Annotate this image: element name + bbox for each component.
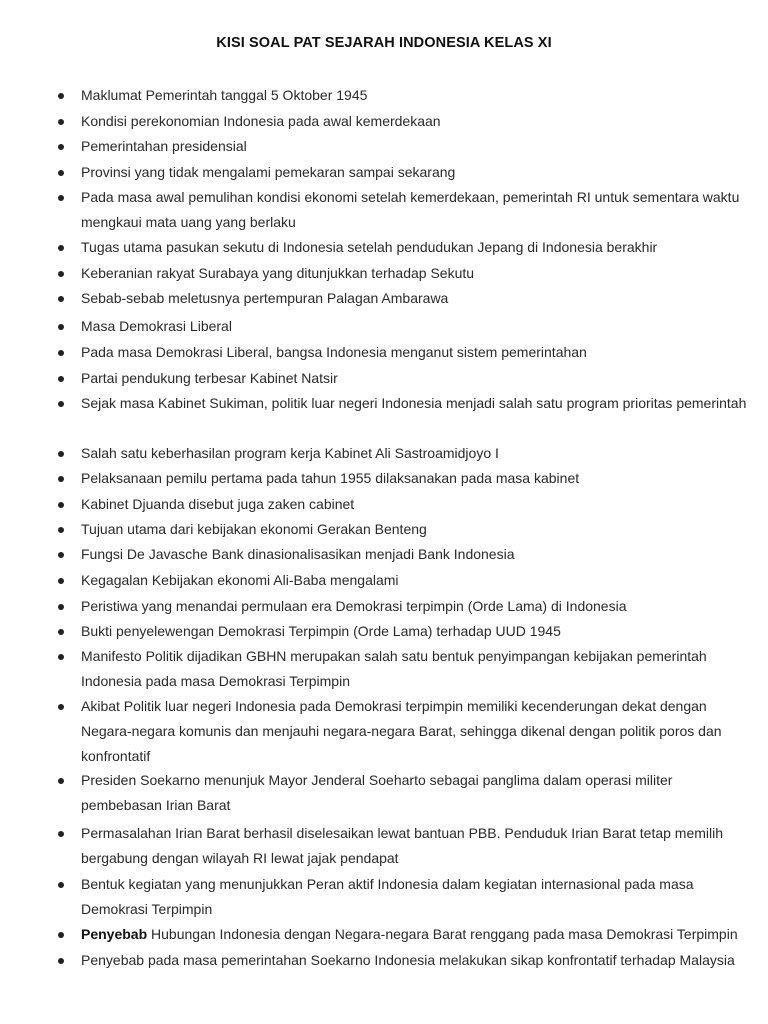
list-item-label: Partai pendukung terbesar Kabinet Natsir: [81, 370, 338, 386]
list-item-text: [81, 517, 747, 542]
bullet-icon: [58, 195, 64, 201]
list-item-text: [81, 134, 747, 159]
list-item-text: [81, 922, 747, 947]
list-item-label: Tujuan utama dari kebijakan ekonomi Gerakan Benteng: [81, 521, 427, 537]
list-item-label: Hubungan Indonesia dengan Negara-negara Barat renggang pada masa Demokrasi Terpimpin: [147, 926, 738, 942]
bullet-icon: [58, 119, 64, 125]
list-item-text: [81, 872, 747, 922]
bullet-icon: [58, 882, 64, 888]
list-item-label: Presiden Soekarno menunjuk Mayor Jenderal Soeharto sebagai panglima dalam operasi militer pembebasan Irian Barat: [81, 772, 673, 813]
list-item-text: [81, 366, 747, 391]
list-item-text: [81, 391, 747, 416]
bullet-icon: [58, 170, 64, 176]
list-item-label: Penyebab pada masa pemerintahan Soekarno Indonesia melakukan sikap konfrontatif terhadap Malaysia: [81, 952, 735, 968]
list-item-text: [81, 619, 747, 644]
bullet-icon: [58, 401, 64, 407]
list-item-text: [81, 185, 747, 235]
bullet-icon: [58, 958, 64, 964]
list-item-text: [81, 768, 747, 818]
list-item-text: [81, 466, 747, 491]
bullet-icon: [58, 93, 64, 99]
list-item-label: Sebab-sebab meletusnya pertempuran Palagan Ambarawa: [81, 290, 449, 306]
list-item-label: Kabinet Djuanda disebut juga zaken cabinet: [81, 496, 355, 512]
list-item-text: [81, 286, 747, 311]
bullet-icon: [58, 324, 64, 330]
bullet-icon: [58, 350, 64, 356]
bullet-icon: [58, 376, 64, 382]
bullet-icon: [58, 629, 64, 635]
bullet-icon: [58, 245, 64, 251]
list-item-label: Keberanian rakyat Surabaya yang ditunjukkan terhadap Sekutu: [81, 265, 475, 281]
bullet-icon: [58, 778, 64, 784]
list-item-label: Pada masa Demokrasi Liberal, bangsa Indonesia menganut sistem pemerintahan: [81, 344, 587, 360]
list-item-text: [81, 492, 747, 517]
list-item-label: Kondisi perekonomian Indonesia pada awal kemerdekaan: [81, 113, 441, 129]
list-item-label: Peristiwa yang menandai permulaan era Demokrasi terpimpin (Orde Lama) di Indonesia: [81, 598, 627, 614]
list-item-text: [81, 109, 747, 134]
list-item-label: Pemerintahan presidensial: [81, 138, 247, 154]
list-item-label: Manifesto Politik dijadikan GBHN merupakan salah satu bentuk penyimpangan kebijakan pemerintah Indonesia pada masa Demokrasi Terpimpin: [81, 648, 707, 689]
list-item-text: [81, 83, 747, 108]
bullet-icon: [58, 578, 64, 584]
list-item-label: Permasalahan Irian Barat berhasil diselesaikan lewat bantuan PBB. Penduduk Irian Barat tetap memilih bergabung dengan wilayah RI lewat jajak pendapat: [81, 825, 724, 866]
list-item-label: Provinsi yang tidak mengalami pemekaran sampai sekarang: [81, 164, 456, 180]
list-item-text: [81, 235, 747, 260]
list-item-label: Akibat Politik luar negeri Indonesia pada Demokrasi terpimpin memiliki kecenderungan dekat dengan Negara-negara komunis dan menjauhi negara-negara Barat, sehingga dikenal dengan politik poros dan konfrontatif: [81, 698, 722, 764]
list-item-label: Masa Demokrasi Liberal: [81, 318, 232, 334]
bullet-icon: [58, 604, 64, 610]
list-item-text: [81, 694, 747, 769]
list-item-label: Fungsi De Javasche Bank dinasionalisasikan menjadi Bank Indonesia: [81, 546, 515, 562]
list-item-label: Kegagalan Kebijakan ekonomi Ali-Baba mengalami: [81, 572, 399, 588]
list-item-text: [81, 948, 747, 973]
bullet-icon: [58, 296, 64, 302]
list-item-text: [81, 821, 747, 871]
bullet-icon: [58, 704, 64, 710]
list-item-label: Salah satu keberhasilan program kerja Kabinet Ali Sastroamidjoyo I: [81, 445, 499, 461]
list-item-text: [81, 160, 747, 185]
list-item-text: [81, 261, 747, 286]
bullet-icon: [58, 271, 64, 277]
bullet-icon: [58, 476, 64, 482]
bullet-icon: [58, 451, 64, 457]
bullet-icon: [58, 527, 64, 533]
list-item-text: [81, 568, 747, 593]
list-item-label: Tugas utama pasukan sekutu di Indonesia setelah pendudukan Jepang di Indonesia berakhir: [81, 239, 658, 255]
list-item-label: Bentuk kegiatan yang menunjukkan Peran aktif Indonesia dalam kegiatan internasional pada masa Demokrasi Terpimpin: [81, 876, 694, 917]
list-item-label: Pelaksanaan pemilu pertama pada tahun 1955 dilaksanakan pada masa kabinet: [81, 470, 580, 486]
bullet-icon: [58, 144, 64, 150]
list-item-label: Sejak masa Kabinet Sukiman, politik luar negeri Indonesia menjadi salah satu program prioritas pemerintah: [81, 395, 747, 411]
bullet-icon: [58, 502, 64, 508]
bullet-icon: [58, 654, 64, 660]
list-item-text: [81, 340, 747, 365]
list-item-label: Bukti penyelewengan Demokrasi Terpimpin (Orde Lama) terhadap UUD 1945: [81, 623, 561, 639]
bullet-icon: [58, 932, 64, 938]
list-item-bold-label: Penyebab: [81, 926, 148, 942]
list-item-label: Pada masa awal pemulihan kondisi ekonomi setelah kemerdekaan, pemerintah RI untuk sementara waktu mengkaui mata uang yang berlaku: [81, 189, 740, 230]
list-item-text: [81, 441, 747, 466]
list-item-label: Maklumat Pemerintah tanggal 5 Oktober 1945: [81, 87, 368, 103]
list-item-text: [81, 542, 747, 567]
bullet-icon: [58, 552, 64, 558]
bullet-icon: [58, 831, 64, 837]
list-item-text: [81, 644, 747, 694]
document-title: KISI SOAL PAT SEJARAH INDONESIA KELAS XI: [216, 35, 552, 51]
list-item-text: [81, 594, 747, 619]
list-item-text: [81, 314, 747, 339]
